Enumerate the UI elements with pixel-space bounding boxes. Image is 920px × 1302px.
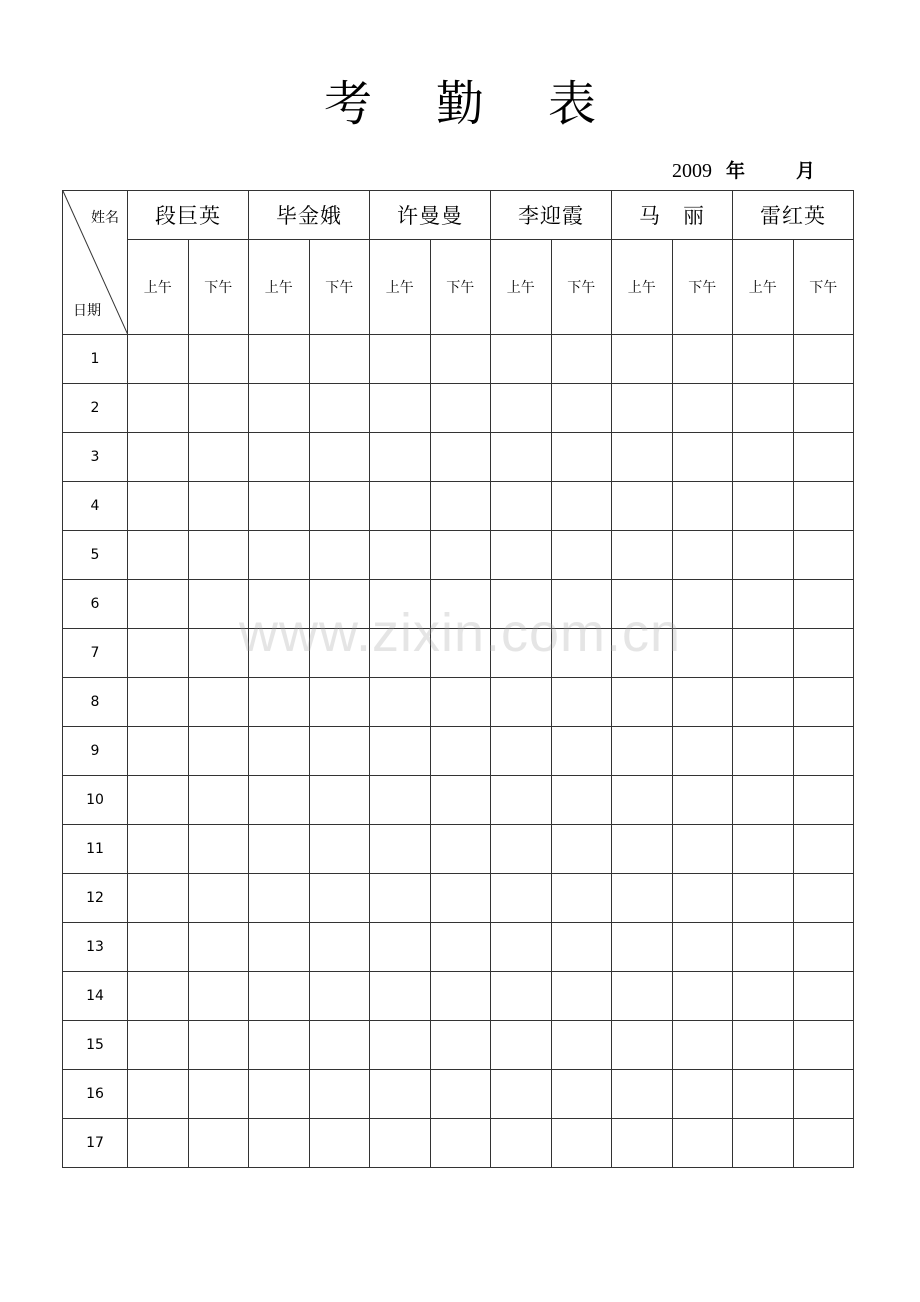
attendance-cell[interactable] <box>188 1070 249 1119</box>
attendance-cell[interactable] <box>551 384 612 433</box>
attendance-cell[interactable] <box>430 384 491 433</box>
employee-name: 段巨英 <box>128 191 249 240</box>
attendance-cell[interactable] <box>612 776 673 825</box>
attendance-cell[interactable] <box>672 776 733 825</box>
attendance-cell[interactable] <box>551 1070 612 1119</box>
page-title <box>0 72 920 136</box>
day-number: 4 <box>63 482 128 531</box>
attendance-cell[interactable] <box>249 384 310 433</box>
attendance-cell[interactable] <box>551 825 612 874</box>
employee-name: 雷红英 <box>733 191 854 240</box>
attendance-cell[interactable] <box>793 1119 854 1168</box>
attendance-cell[interactable] <box>128 825 189 874</box>
date-header-label: 日期 <box>73 303 101 319</box>
day-number: 2 <box>63 384 128 433</box>
table-row <box>63 776 854 825</box>
attendance-cell[interactable] <box>370 825 431 874</box>
attendance-cell[interactable] <box>370 531 431 580</box>
employee-name: 马 丽 <box>612 191 733 240</box>
attendance-cell[interactable] <box>672 531 733 580</box>
day-number: 10 <box>63 776 128 825</box>
attendance-cell[interactable] <box>188 335 249 384</box>
attendance-cell[interactable] <box>128 580 189 629</box>
attendance-cell[interactable] <box>188 531 249 580</box>
attendance-cell[interactable] <box>128 727 189 776</box>
day-number: 15 <box>63 1021 128 1070</box>
attendance-cell[interactable] <box>793 972 854 1021</box>
day-number: 9 <box>63 727 128 776</box>
header-row <box>63 191 854 240</box>
attendance-cell[interactable] <box>128 923 189 972</box>
attendance-cell[interactable] <box>430 727 491 776</box>
attendance-cell[interactable] <box>430 1070 491 1119</box>
title-char: 勤 <box>435 76 484 132</box>
attendance-cell[interactable] <box>188 482 249 531</box>
table-row <box>63 727 854 776</box>
day-number: 1 <box>63 335 128 384</box>
attendance-cell[interactable] <box>672 727 733 776</box>
am-label: 上午 <box>491 240 552 335</box>
attendance-cell[interactable] <box>309 678 370 727</box>
attendance-cell[interactable] <box>128 531 189 580</box>
am-label: 上午 <box>733 240 794 335</box>
attendance-cell[interactable] <box>128 433 189 482</box>
attendance-cell[interactable] <box>249 1119 310 1168</box>
attendance-cell[interactable] <box>370 678 431 727</box>
attendance-cell[interactable] <box>128 1070 189 1119</box>
attendance-cell[interactable] <box>733 482 794 531</box>
table-row <box>63 335 854 384</box>
attendance-cell[interactable] <box>430 825 491 874</box>
attendance-cell[interactable] <box>491 433 552 482</box>
employee-name: 毕金娥 <box>249 191 370 240</box>
attendance-cell[interactable] <box>249 629 310 678</box>
am-label: 上午 <box>128 240 189 335</box>
attendance-cell[interactable] <box>249 580 310 629</box>
attendance-cell[interactable] <box>128 972 189 1021</box>
attendance-cell[interactable] <box>249 335 310 384</box>
name-header-label: 姓名 <box>91 210 119 226</box>
table-row <box>63 1070 854 1119</box>
attendance-cell[interactable] <box>733 825 794 874</box>
attendance-cell[interactable] <box>430 678 491 727</box>
date-line <box>600 156 852 186</box>
attendance-cell[interactable] <box>551 482 612 531</box>
attendance-cell[interactable] <box>733 629 794 678</box>
attendance-cell[interactable] <box>370 776 431 825</box>
attendance-cell[interactable] <box>491 580 552 629</box>
attendance-cell[interactable] <box>491 923 552 972</box>
attendance-cell[interactable] <box>491 482 552 531</box>
month-label: 月 <box>796 160 816 182</box>
attendance-cell[interactable] <box>309 727 370 776</box>
year-label: 年 <box>726 160 746 182</box>
attendance-cell[interactable] <box>370 1021 431 1070</box>
attendance-cell[interactable] <box>128 874 189 923</box>
attendance-cell[interactable] <box>309 923 370 972</box>
attendance-cell[interactable] <box>309 629 370 678</box>
attendance-cell[interactable] <box>793 433 854 482</box>
attendance-cell[interactable] <box>309 776 370 825</box>
attendance-cell[interactable] <box>672 1119 733 1168</box>
attendance-cell[interactable] <box>733 335 794 384</box>
attendance-cell[interactable] <box>551 776 612 825</box>
table-row <box>63 825 854 874</box>
attendance-cell[interactable] <box>128 482 189 531</box>
day-number: 5 <box>63 531 128 580</box>
attendance-cell[interactable] <box>128 678 189 727</box>
attendance-cell[interactable] <box>370 923 431 972</box>
attendance-cell[interactable] <box>491 972 552 1021</box>
day-number: 16 <box>63 1070 128 1119</box>
attendance-cell[interactable] <box>309 1021 370 1070</box>
attendance-cell[interactable] <box>188 433 249 482</box>
attendance-cell[interactable] <box>672 923 733 972</box>
attendance-cell[interactable] <box>128 384 189 433</box>
table-row <box>63 874 854 923</box>
attendance-cell[interactable] <box>793 678 854 727</box>
table-row <box>63 1119 854 1168</box>
attendance-cell[interactable] <box>309 482 370 531</box>
attendance-cell[interactable] <box>612 874 673 923</box>
day-number: 8 <box>63 678 128 727</box>
table-row <box>63 384 854 433</box>
attendance-cell[interactable] <box>672 433 733 482</box>
attendance-cell[interactable] <box>309 384 370 433</box>
attendance-cell[interactable] <box>188 1021 249 1070</box>
attendance-cell[interactable] <box>309 335 370 384</box>
attendance-cell[interactable] <box>793 629 854 678</box>
attendance-cell[interactable] <box>672 825 733 874</box>
attendance-cell[interactable] <box>733 923 794 972</box>
attendance-cell[interactable] <box>793 482 854 531</box>
attendance-cell[interactable] <box>249 972 310 1021</box>
attendance-cell[interactable] <box>491 776 552 825</box>
am-label: 上午 <box>249 240 310 335</box>
employee-name: 许曼曼 <box>370 191 491 240</box>
day-number: 12 <box>63 874 128 923</box>
table-row <box>63 531 854 580</box>
attendance-cell[interactable] <box>309 531 370 580</box>
attendance-cell[interactable] <box>430 874 491 923</box>
attendance-cell[interactable] <box>249 727 310 776</box>
table-row <box>63 972 854 1021</box>
attendance-cell[interactable] <box>612 433 673 482</box>
attendance-cell[interactable] <box>793 1021 854 1070</box>
day-number: 14 <box>63 972 128 1021</box>
corner-header-cell <box>63 191 128 335</box>
pm-label: 下午 <box>309 240 370 335</box>
attendance-cell[interactable] <box>128 1021 189 1070</box>
attendance-cell[interactable] <box>491 825 552 874</box>
attendance-cell[interactable] <box>430 776 491 825</box>
attendance-cell[interactable] <box>370 335 431 384</box>
table-row <box>63 580 854 629</box>
attendance-cell[interactable] <box>430 629 491 678</box>
attendance-cell[interactable] <box>491 335 552 384</box>
attendance-cell[interactable] <box>188 678 249 727</box>
attendance-cell[interactable] <box>551 923 612 972</box>
attendance-cell[interactable] <box>188 1119 249 1168</box>
attendance-cell[interactable] <box>612 1021 673 1070</box>
am-label: 上午 <box>370 240 431 335</box>
watermark: www.zixin.com.cn <box>238 603 682 663</box>
attendance-cell[interactable] <box>551 874 612 923</box>
table-row <box>63 482 854 531</box>
attendance-cell[interactable] <box>551 1021 612 1070</box>
attendance-cell[interactable] <box>491 384 552 433</box>
attendance-cell[interactable] <box>612 629 673 678</box>
attendance-cell[interactable] <box>612 1070 673 1119</box>
attendance-cell[interactable] <box>793 776 854 825</box>
attendance-cell[interactable] <box>370 433 431 482</box>
attendance-cell[interactable] <box>551 972 612 1021</box>
attendance-cell[interactable] <box>309 580 370 629</box>
attendance-cell[interactable] <box>733 1070 794 1119</box>
attendance-cell[interactable] <box>249 776 310 825</box>
title-char: 表 <box>547 76 596 132</box>
attendance-cell[interactable] <box>551 433 612 482</box>
am-label: 上午 <box>612 240 673 335</box>
attendance-cell[interactable] <box>733 776 794 825</box>
table-row <box>63 629 854 678</box>
attendance-cell[interactable] <box>309 972 370 1021</box>
attendance-cell[interactable] <box>430 580 491 629</box>
attendance-cell[interactable] <box>249 531 310 580</box>
attendance-cell[interactable] <box>551 1119 612 1168</box>
attendance-cell[interactable] <box>491 629 552 678</box>
attendance-cell[interactable] <box>672 874 733 923</box>
attendance-cell[interactable] <box>249 482 310 531</box>
attendance-cell[interactable] <box>793 874 854 923</box>
attendance-cell[interactable] <box>491 678 552 727</box>
day-number: 6 <box>63 580 128 629</box>
attendance-cell[interactable] <box>793 825 854 874</box>
attendance-cell[interactable] <box>249 874 310 923</box>
attendance-cell[interactable] <box>672 384 733 433</box>
attendance-cell[interactable] <box>612 972 673 1021</box>
attendance-cell[interactable] <box>430 972 491 1021</box>
attendance-cell[interactable] <box>188 825 249 874</box>
table-row <box>63 678 854 727</box>
attendance-cell[interactable] <box>188 776 249 825</box>
attendance-cell[interactable] <box>733 727 794 776</box>
attendance-cell[interactable] <box>551 678 612 727</box>
attendance-cell[interactable] <box>612 335 673 384</box>
attendance-cell[interactable] <box>733 678 794 727</box>
attendance-cell[interactable] <box>793 1070 854 1119</box>
attendance-cell[interactable] <box>188 972 249 1021</box>
table-row <box>63 1021 854 1070</box>
attendance-cell[interactable] <box>612 727 673 776</box>
attendance-cell[interactable] <box>491 1021 552 1070</box>
attendance-cell[interactable] <box>551 580 612 629</box>
attendance-cell[interactable] <box>793 335 854 384</box>
attendance-cell[interactable] <box>491 531 552 580</box>
pm-label: 下午 <box>672 240 733 335</box>
attendance-table <box>62 190 854 1168</box>
attendance-cell[interactable] <box>672 482 733 531</box>
attendance-cell[interactable] <box>249 1021 310 1070</box>
attendance-cell[interactable] <box>672 629 733 678</box>
attendance-cell[interactable] <box>370 482 431 531</box>
attendance-cell[interactable] <box>491 1119 552 1168</box>
attendance-cell[interactable] <box>612 580 673 629</box>
attendance-cell[interactable] <box>128 335 189 384</box>
attendance-cell[interactable] <box>793 727 854 776</box>
title-char: 考 <box>323 76 372 132</box>
day-number: 11 <box>63 825 128 874</box>
attendance-cell[interactable] <box>430 433 491 482</box>
attendance-cell[interactable] <box>188 629 249 678</box>
attendance-cell[interactable] <box>430 1119 491 1168</box>
attendance-cell[interactable] <box>309 825 370 874</box>
employee-name: 李迎霞 <box>491 191 612 240</box>
day-number: 3 <box>63 433 128 482</box>
attendance-cell[interactable] <box>128 629 189 678</box>
attendance-cell[interactable] <box>551 531 612 580</box>
attendance-cell[interactable] <box>430 1021 491 1070</box>
attendance-cell[interactable] <box>551 335 612 384</box>
pm-label: 下午 <box>188 240 249 335</box>
attendance-cell[interactable] <box>430 482 491 531</box>
attendance-cell[interactable] <box>793 531 854 580</box>
attendance-cell[interactable] <box>128 1119 189 1168</box>
pm-label: 下午 <box>551 240 612 335</box>
attendance-cell[interactable] <box>733 972 794 1021</box>
attendance-cell[interactable] <box>249 678 310 727</box>
attendance-cell[interactable] <box>309 874 370 923</box>
attendance-cell[interactable] <box>370 874 431 923</box>
attendance-cell[interactable] <box>128 776 189 825</box>
attendance-cell[interactable] <box>672 678 733 727</box>
attendance-cell[interactable] <box>733 384 794 433</box>
attendance-cell[interactable] <box>309 433 370 482</box>
attendance-cell[interactable] <box>733 1021 794 1070</box>
attendance-cell[interactable] <box>551 727 612 776</box>
attendance-cell[interactable] <box>430 923 491 972</box>
attendance-cell[interactable] <box>188 923 249 972</box>
attendance-cell[interactable] <box>672 580 733 629</box>
pm-label: 下午 <box>793 240 854 335</box>
attendance-cell[interactable] <box>672 1070 733 1119</box>
attendance-cell[interactable] <box>672 335 733 384</box>
attendance-cell[interactable] <box>672 972 733 1021</box>
attendance-cell[interactable] <box>491 874 552 923</box>
day-number: 13 <box>63 923 128 972</box>
pm-label: 下午 <box>430 240 491 335</box>
attendance-cell[interactable] <box>370 629 431 678</box>
attendance-cell[interactable] <box>551 629 612 678</box>
attendance-cell[interactable] <box>491 727 552 776</box>
attendance-cell[interactable] <box>370 580 431 629</box>
attendance-cell[interactable] <box>370 1070 431 1119</box>
attendance-cell[interactable] <box>672 1021 733 1070</box>
attendance-cell[interactable] <box>188 727 249 776</box>
attendance-cell[interactable] <box>370 727 431 776</box>
table-row <box>63 433 854 482</box>
attendance-cell[interactable] <box>733 433 794 482</box>
attendance-cell[interactable] <box>309 1070 370 1119</box>
attendance-cell[interactable] <box>188 874 249 923</box>
attendance-cell[interactable] <box>370 972 431 1021</box>
attendance-cell[interactable] <box>612 1119 673 1168</box>
attendance-cell[interactable] <box>733 1119 794 1168</box>
table-row <box>63 923 854 972</box>
attendance-cell[interactable] <box>612 923 673 972</box>
attendance-cell[interactable] <box>612 384 673 433</box>
day-number: 17 <box>63 1119 128 1168</box>
attendance-cell[interactable] <box>309 1119 370 1168</box>
attendance-cell[interactable] <box>249 433 310 482</box>
attendance-cell[interactable] <box>249 1070 310 1119</box>
attendance-cell[interactable] <box>491 1070 552 1119</box>
attendance-cell[interactable] <box>370 1119 431 1168</box>
attendance-cell[interactable] <box>793 923 854 972</box>
attendance-cell[interactable] <box>430 335 491 384</box>
attendance-cell[interactable] <box>612 531 673 580</box>
attendance-cell[interactable] <box>612 825 673 874</box>
year-value: 2009 <box>672 160 712 182</box>
attendance-cell[interactable] <box>612 678 673 727</box>
attendance-cell[interactable] <box>733 874 794 923</box>
attendance-cell[interactable] <box>188 580 249 629</box>
attendance-cell[interactable] <box>188 384 249 433</box>
attendance-cell[interactable] <box>793 384 854 433</box>
attendance-cell[interactable] <box>249 923 310 972</box>
attendance-cell[interactable] <box>249 825 310 874</box>
attendance-cell[interactable] <box>612 482 673 531</box>
attendance-cell[interactable] <box>733 580 794 629</box>
attendance-cell[interactable] <box>430 531 491 580</box>
day-number: 7 <box>63 629 128 678</box>
attendance-cell[interactable] <box>793 580 854 629</box>
ampm-row <box>63 240 854 335</box>
attendance-cell[interactable] <box>733 531 794 580</box>
attendance-cell[interactable] <box>370 384 431 433</box>
